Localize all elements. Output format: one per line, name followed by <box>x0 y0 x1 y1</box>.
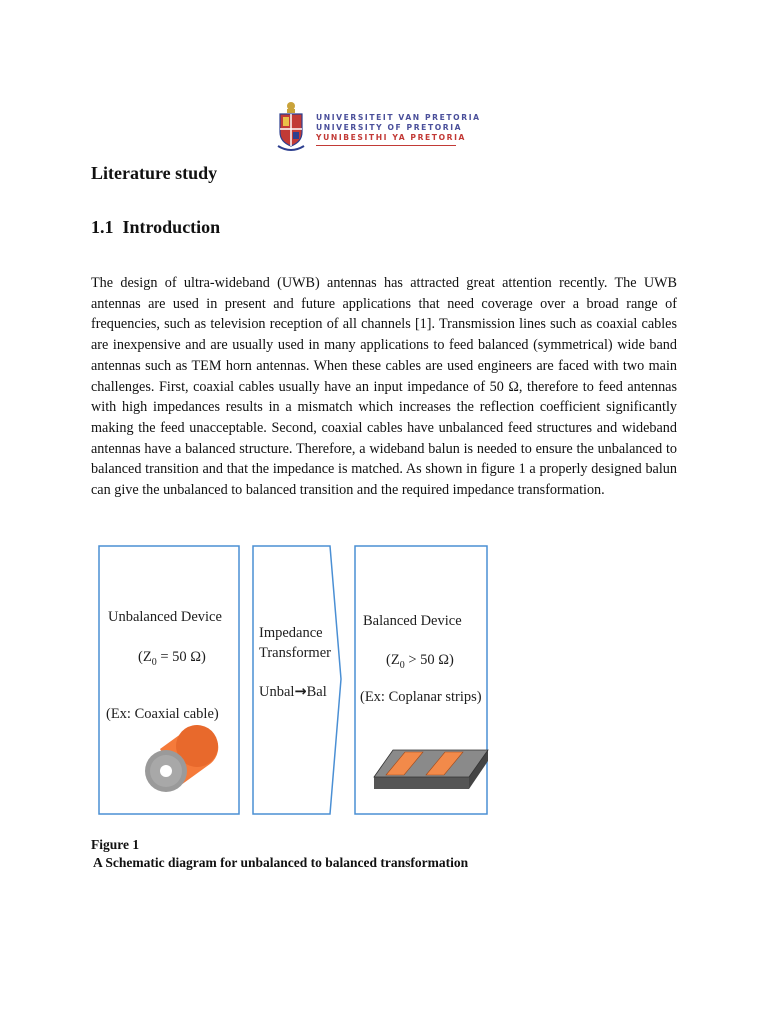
logo-underline <box>316 145 456 146</box>
right-arrow-icon: → <box>294 684 307 700</box>
bal-text: Bal <box>306 684 327 700</box>
figure-caption-label: Figure 1 <box>91 837 140 852</box>
logo-line-afrikaans: UNIVERSITEIT VAN PRETORIA <box>316 113 481 122</box>
section-title: Introduction <box>122 217 221 237</box>
logo-line-english: UNIVERSITY OF PRETORIA <box>316 123 463 132</box>
figure-1-graphics <box>98 545 490 817</box>
unbalanced-impedance-label <box>138 649 206 668</box>
university-logo <box>276 100 481 154</box>
unbal-bal-label <box>259 684 327 701</box>
coaxial-cable-icon <box>145 717 226 792</box>
figure-1-schematic <box>98 545 490 817</box>
figure-caption-text: A Schematic diagram for unbalanced to balanced transformation <box>93 855 469 870</box>
z-subscript: 0 <box>151 656 157 668</box>
z-value: = 50 Ω) <box>156 649 206 665</box>
introduction-heading <box>91 217 220 238</box>
literature-study-heading: Literature study <box>91 163 218 183</box>
z-value: > 50 Ω) <box>404 652 454 668</box>
section-number: 1.1 <box>91 217 114 237</box>
unbalanced-example-label: (Ex: Coaxial cable) <box>106 706 219 722</box>
university-crest-icon <box>276 100 306 154</box>
transformer-label: Transformer <box>259 645 331 661</box>
z-prefix: (Z <box>386 652 400 668</box>
impedance-transformer-box <box>253 546 341 814</box>
z-subscript: 0 <box>399 659 405 671</box>
balanced-impedance-label <box>386 652 454 671</box>
logo-line-sepedi: YUNIBESITHI YA PRETORIA <box>316 133 466 142</box>
introduction-paragraph: The design of ultra-wideband (UWB) antennas has attracted great attention recently. The UWB antennas are used in present and future applications that need coverage over a broad range of frequencies, such as television reception of all channels [1]. Transmission lines such as coaxial cables are inexpensive and are usually used in many applications to feed balanced (symmetrical) wide band antennas such as TEM horn antennas. When these cables are used engineers are faced with two main challenges. First, coaxial cables usually have an input impedance of 50 Ω, therefore to feed antennas with high impedances results in a mismatch which increases the reflection coefficient significantly making the feed unacceptable. Second, coaxial cables have unbalanced feed structures and wideband antennas have a balanced structure. Therefore, a wideband balun is needed to ensure the unbalanced to balanced transition and that the impedance is matched. As shown in figure 1 a properly designed balun can give the unbalanced to balanced transition and the required impedance transformation. <box>91 275 677 499</box>
z-prefix: (Z <box>138 649 152 665</box>
unbalanced-device-title: Unbalanced Device <box>108 609 222 625</box>
coplanar-strips-icon <box>374 750 488 789</box>
balanced-example-label: (Ex: Coplanar strips) <box>360 689 482 705</box>
unbal-text: Unbal <box>259 684 295 700</box>
balanced-device-title: Balanced Device <box>363 613 462 629</box>
impedance-label: Impedance <box>259 625 323 641</box>
